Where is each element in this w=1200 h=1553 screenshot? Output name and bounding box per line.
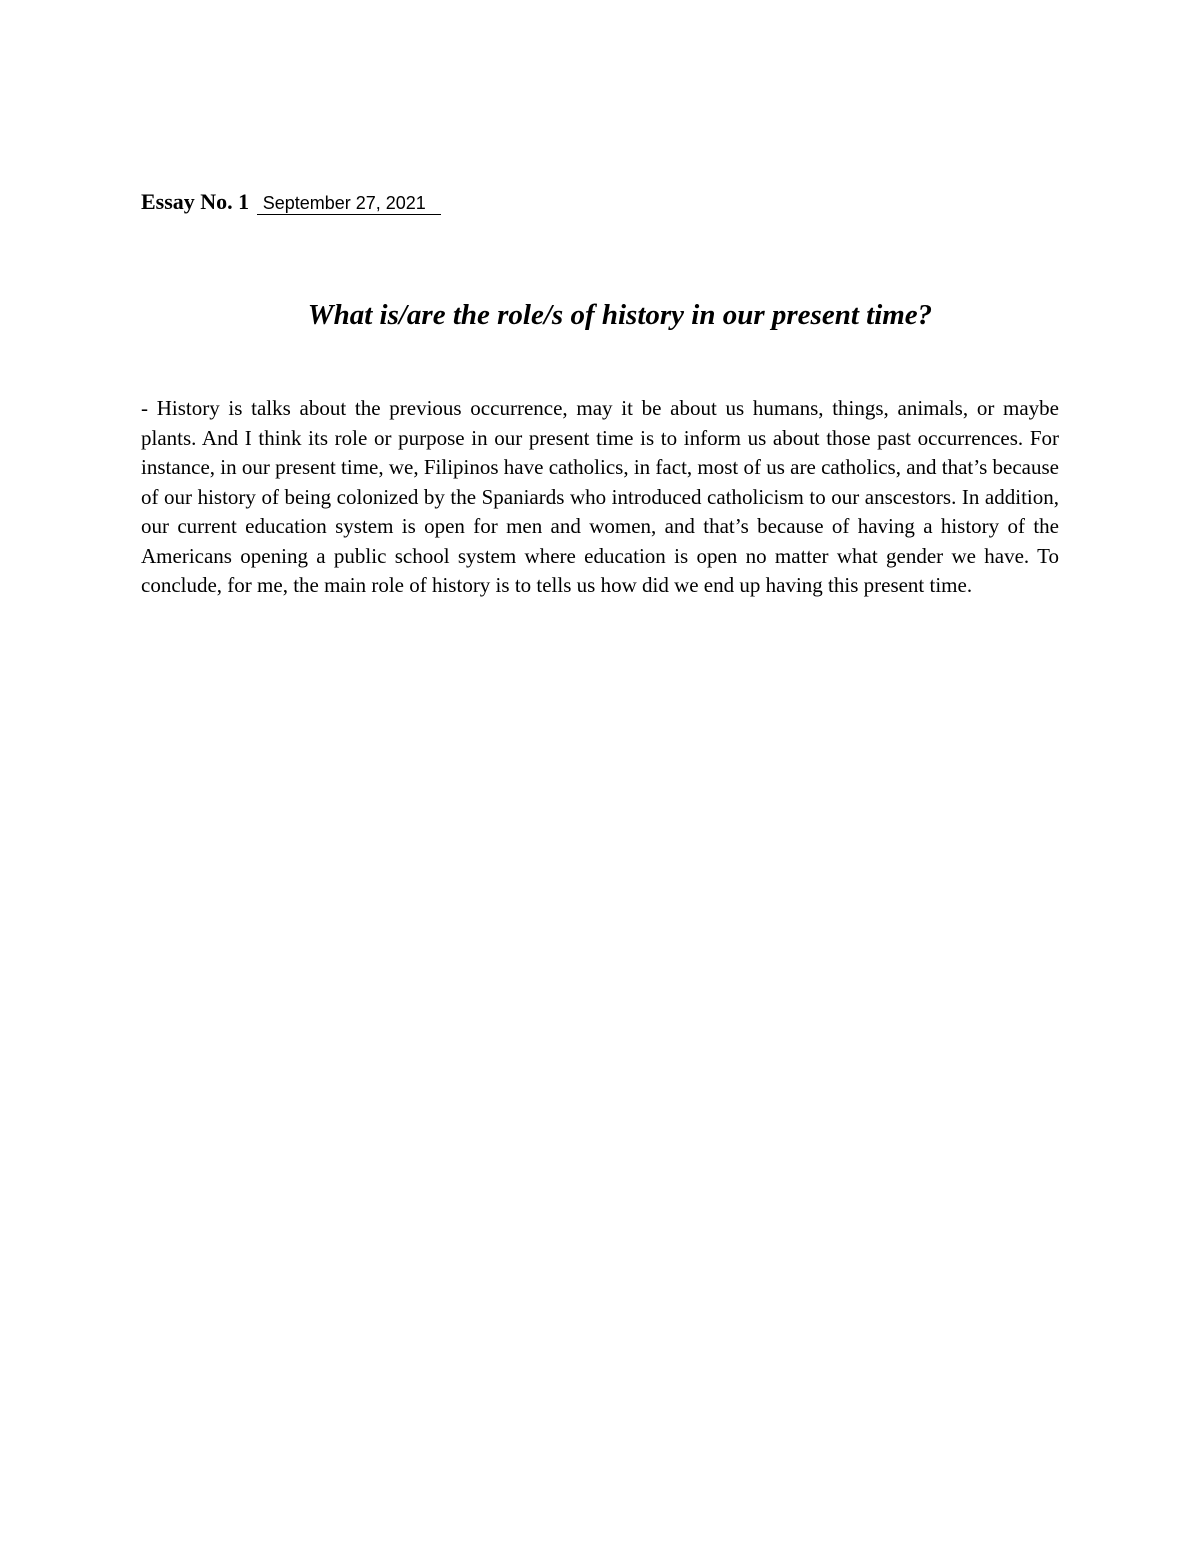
essay-header xyxy=(141,188,441,216)
essay-number-label: Essay No. 1 xyxy=(141,189,250,214)
essay-date: September 27, 2021 xyxy=(257,192,441,215)
essay-body-paragraph: - History is talks about the previous occurrence, may it be about us humans, things, animals, or maybe plants. And I think its role or purpose in our present time is to inform us about those past occurrences. For instance, in our present time, we, Filipinos have catholics, in fact, most of us are catholics, and that’s because of our history of being colonized by the Spaniards who introduced catholicism to our anscestors. In addition, our current education system is open for men and women, and that’s because of having a history of the Americans opening a public school system where education is open no matter what gender we have. To conclude, for me, the main role of history is to tells us how did we end up having this present time. xyxy=(141,396,1059,597)
essay-title: What is/are the role/s of history in our present time? xyxy=(307,299,933,331)
